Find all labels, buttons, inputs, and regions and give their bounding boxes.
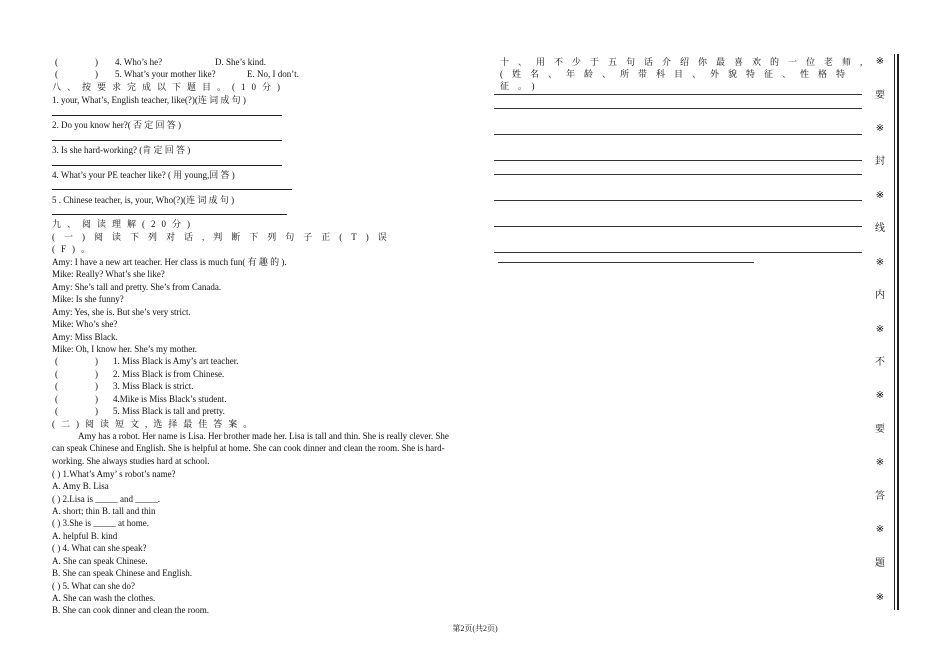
seal-char: 要 xyxy=(875,90,885,101)
paren-close: ) xyxy=(95,369,98,379)
judgement-item xyxy=(55,368,225,380)
paren-open: ( xyxy=(55,356,58,366)
question-line: A. helpful B. kind xyxy=(52,531,118,541)
answer-line xyxy=(52,165,282,166)
dialogue-line: Amy: Yes, she is. But she’s very strict. xyxy=(52,307,191,317)
answer-line xyxy=(52,140,282,141)
question-line: ( ) 1.What’s Amy’ s robot’s name? xyxy=(52,469,176,479)
dialogue-line: Mike: Really? What’s she like? xyxy=(52,269,165,279)
paren-close: ) xyxy=(95,57,98,67)
section-9-title: 九、阅读理解(20分) xyxy=(52,219,196,229)
seal-char: 要 xyxy=(875,424,885,435)
paren-close: ) xyxy=(95,356,98,366)
answer-line xyxy=(52,115,282,116)
writing-line[interactable] xyxy=(494,134,862,135)
question-line: ( ) 3.She is _____ at home. xyxy=(52,518,149,528)
section-8-item: 2. Do you know her?( 否 定 回 答 ) xyxy=(52,120,181,130)
seal-char: 答 xyxy=(875,491,885,502)
writing-line[interactable] xyxy=(494,252,862,253)
seal-char: ※ xyxy=(875,457,885,468)
part-1-title: (一)阅读下列对话,判断下列句子正(T)误 xyxy=(52,232,396,242)
section-8-item: 5 . Chinese teacher, is, your, Who(?)(连 词 成 句 ) xyxy=(52,195,235,205)
question-line: ( ) 5. What can she do? xyxy=(52,581,136,591)
question-line: B. She can cook dinner and clean the room. xyxy=(52,605,209,615)
dialogue-line: Mike: Who’s she? xyxy=(52,319,118,329)
question-4-item xyxy=(55,56,267,68)
seal-char: 封 xyxy=(875,156,885,167)
paren-close: ) xyxy=(95,381,98,391)
writing-line[interactable] xyxy=(494,226,862,227)
seal-line xyxy=(894,54,895,610)
paren-close: ) xyxy=(95,406,98,416)
writing-line[interactable] xyxy=(494,94,862,95)
seal-char: ※ xyxy=(875,324,885,335)
section-8-item: 4. What’s your PE teacher like? ( 用 young,回 答 ) xyxy=(52,170,235,180)
question-line: A. short; thin B. tall and thin xyxy=(52,506,156,516)
dialogue-line: Amy: Miss Black. xyxy=(52,332,118,342)
part-2-title: (二)阅读短文,选择最佳答案。 xyxy=(52,419,259,429)
page-number: 第2页(共2页) xyxy=(452,624,498,633)
option-text: D. She’s kind. xyxy=(215,57,267,67)
judgement-item xyxy=(55,355,239,367)
judgement-item xyxy=(55,393,227,405)
answer-line xyxy=(52,214,287,215)
seal-char: 题 xyxy=(875,558,885,569)
paren-open: ( xyxy=(55,406,58,416)
seal-line-strip xyxy=(868,54,898,610)
dialogue-line: Amy: I have a new art teacher. Her class is much fun( 有 趣 的 ). xyxy=(52,257,287,267)
question-line: ( ) 2.Lisa is _____ and _____. xyxy=(52,494,160,504)
writing-line[interactable] xyxy=(494,160,862,161)
seal-char: 不 xyxy=(875,357,885,368)
judgement-text: 2. Miss Black is from Chinese. xyxy=(113,369,225,379)
question-text: 5. What’s your mother like? xyxy=(115,69,216,79)
writing-line[interactable] xyxy=(494,108,862,109)
question-line: A. She can speak Chinese. xyxy=(52,556,148,566)
question-line: B. She can speak Chinese and English. xyxy=(52,568,192,578)
question-line: A. She can wash the clothes. xyxy=(52,593,156,603)
section-10-title: 十、用不少于五句话介绍你最喜欢的一位老师, xyxy=(500,57,872,67)
seal-char: ※ xyxy=(875,390,885,401)
question-5-item xyxy=(55,68,299,80)
answer-line xyxy=(52,189,292,190)
judgement-text: 4.Mike is Miss Black’s student. xyxy=(113,394,227,404)
judgement-item xyxy=(55,380,194,392)
paren-open: ( xyxy=(55,57,58,67)
judgement-text: 5. Miss Black is tall and pretty. xyxy=(113,406,225,416)
seal-char: ※ xyxy=(875,257,885,268)
seal-char: ※ xyxy=(875,190,885,201)
option-text: E. No, I don’t. xyxy=(247,69,299,79)
section-8-item: 1. your, What’s, English teacher, like(?)(连 词 成 句 ) xyxy=(52,95,246,105)
seal-char: ※ xyxy=(875,123,885,134)
paren-open: ( xyxy=(55,369,58,379)
judgement-text: 3. Miss Black is strict. xyxy=(113,381,194,391)
section-8-item: 3. Is she hard-working? (肯 定 回 答 ) xyxy=(52,145,191,155)
question-line: A. Amy B. Lisa xyxy=(52,481,109,491)
dialogue-line: Mike: Is she funny? xyxy=(52,294,124,304)
paren-open: ( xyxy=(55,394,58,404)
paren-open: ( xyxy=(55,69,58,79)
seal-char: ※ xyxy=(875,592,885,603)
judgement-item xyxy=(55,405,225,417)
judgement-text: 1. Miss Black is Amy’s art teacher. xyxy=(113,356,239,366)
section-10-title-cont: (姓名、年龄、所带科目、外貌特征、性格特 xyxy=(500,69,854,79)
question-line: ( ) 4. What can she speak? xyxy=(52,543,147,553)
reading-passage: Amy has a robot. Her name is Lisa. Her brother made her. Lisa is tall and thin. She is really clever. She can speak Chinese and English. She is helpful at home. She can cook dinner and clean the room. She is hard-working. She always studies hard at school. xyxy=(52,431,449,466)
seal-char: ※ xyxy=(875,56,885,67)
seal-line-thick xyxy=(897,54,899,610)
paren-close: ) xyxy=(95,394,98,404)
seal-char: 线 xyxy=(875,223,885,234)
question-text: 4. Who’s he? xyxy=(115,57,163,67)
seal-char: 内 xyxy=(875,290,885,301)
dialogue-line: Amy: She’s tall and pretty. She’s from Canada. xyxy=(52,282,222,292)
seal-char: ※ xyxy=(875,524,885,535)
part-1-title-cont: (F)。 xyxy=(52,244,96,254)
paren-open: ( xyxy=(55,381,58,391)
section-10-title-end: 征。) xyxy=(500,81,544,91)
paren-close: ) xyxy=(95,69,98,79)
section-8-title: 八、按要求完成以下题目。(10分) xyxy=(52,82,286,92)
dialogue-line: Mike: Oh, I know her. She’s my mother. xyxy=(52,344,197,354)
writing-line[interactable] xyxy=(498,262,754,263)
writing-line[interactable] xyxy=(494,174,862,175)
writing-line[interactable] xyxy=(494,200,862,201)
